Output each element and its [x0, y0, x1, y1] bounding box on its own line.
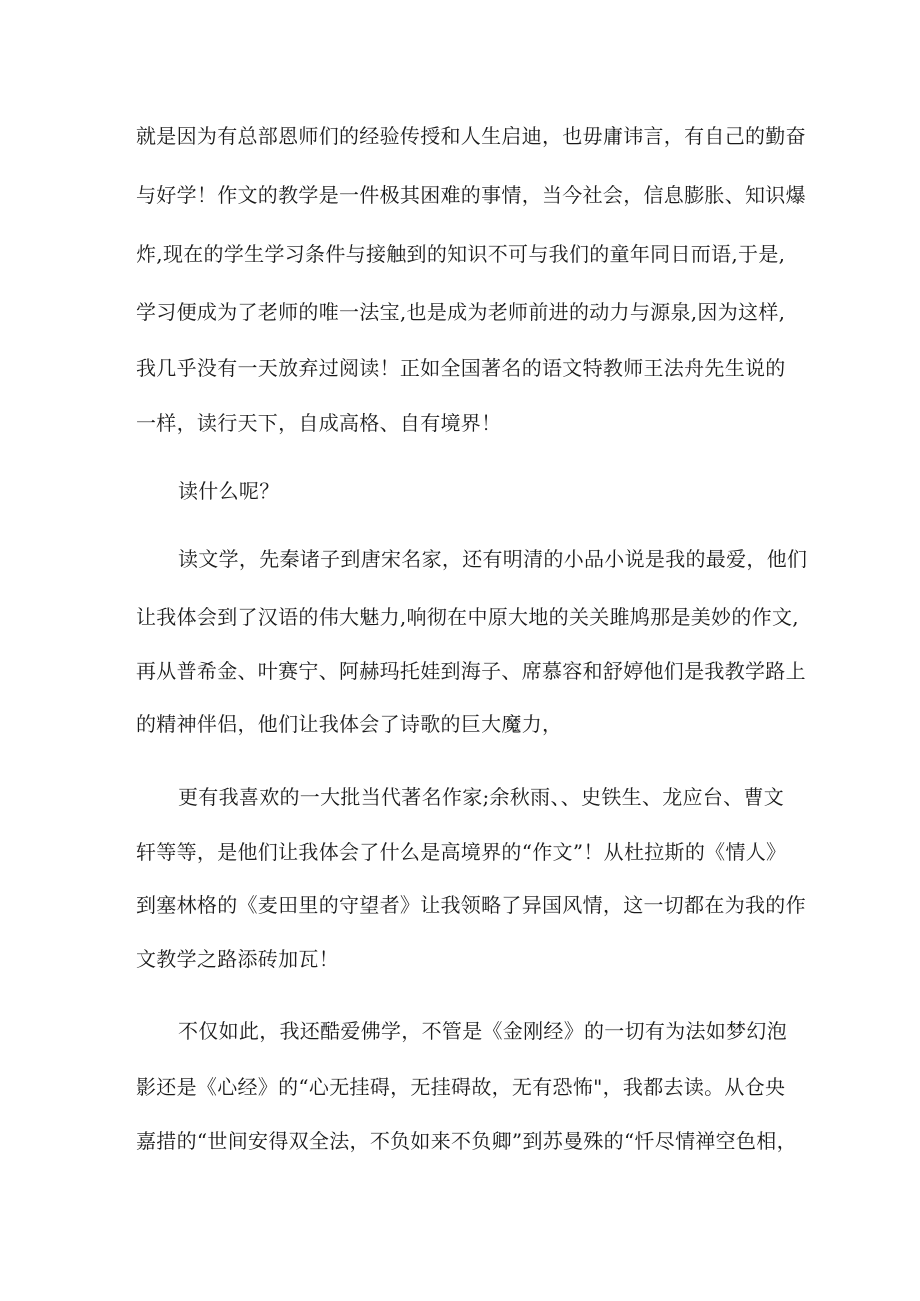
- text-line: 嘉措的“世间安得双全法，不负如来不负卿”到苏曼殊的“忏尽情禅空色相，: [136, 1129, 797, 1153]
- text-line: 就是因为有总部恩师们的经验传授和人生启迪，也毋庸讳言，有自己的勤奋: [136, 124, 806, 148]
- text-line: 文教学之路添砖加瓦！: [136, 947, 339, 971]
- text-line: 读文学，先秦诸子到唐宋名家，还有明清的小品小说是我的最爱，他们: [178, 547, 808, 571]
- text-line: 轩等等，是他们让我体会了什么是高境界的“作文”！从杜拉斯的《情人》: [136, 840, 787, 864]
- text-line: 让我体会到了汉语的伟大魅力,响彻在中原大地的关关雎鸠那是美妙的作文,: [136, 605, 799, 629]
- text-line: 再从普希金、叶赛宁、阿赫玛托娃到海子、席慕容和舒婷他们是我教学路上: [136, 659, 806, 683]
- text-line: 读什么呢？: [178, 479, 280, 503]
- text-line: 的精神伴侣，他们让我体会了诗歌的巨大魔力，: [136, 712, 563, 736]
- text-line: 学习便成为了老师的唯一法宝,也是成为老师前进的动力与源泉,因为这样,: [136, 300, 786, 324]
- text-line: 一样，读行天下，自成高格、自有境界！: [136, 411, 502, 435]
- text-line: 影还是《心经》的“心无挂碍，无挂碍故，无有恐怖"，我都去读。从仓央: [136, 1075, 786, 1099]
- text-line: 炸,现在的学生学习条件与接触到的知识不可与我们的童年同日而语,于是,: [136, 242, 786, 266]
- text-line: 不仅如此，我还酷爱佛学，不管是《金刚经》的一切有为法如梦幻泡: [178, 1019, 787, 1043]
- text-line: 与好学！作文的教学是一件极其困难的事情，当今社会，信息膨胀、知识爆: [136, 183, 806, 207]
- text-line: 我几乎没有一天放弃过阅读！正如全国著名的语文特教师王法舟先生说的: [136, 356, 786, 380]
- text-line: 到塞林格的《麦田里的守望者》让我领略了异国风情，这一切都在为我的作: [136, 893, 806, 917]
- text-line: 更有我喜欢的一大批当代著名作家;余秋雨、、史铁生、龙应台、曹文: [178, 785, 785, 809]
